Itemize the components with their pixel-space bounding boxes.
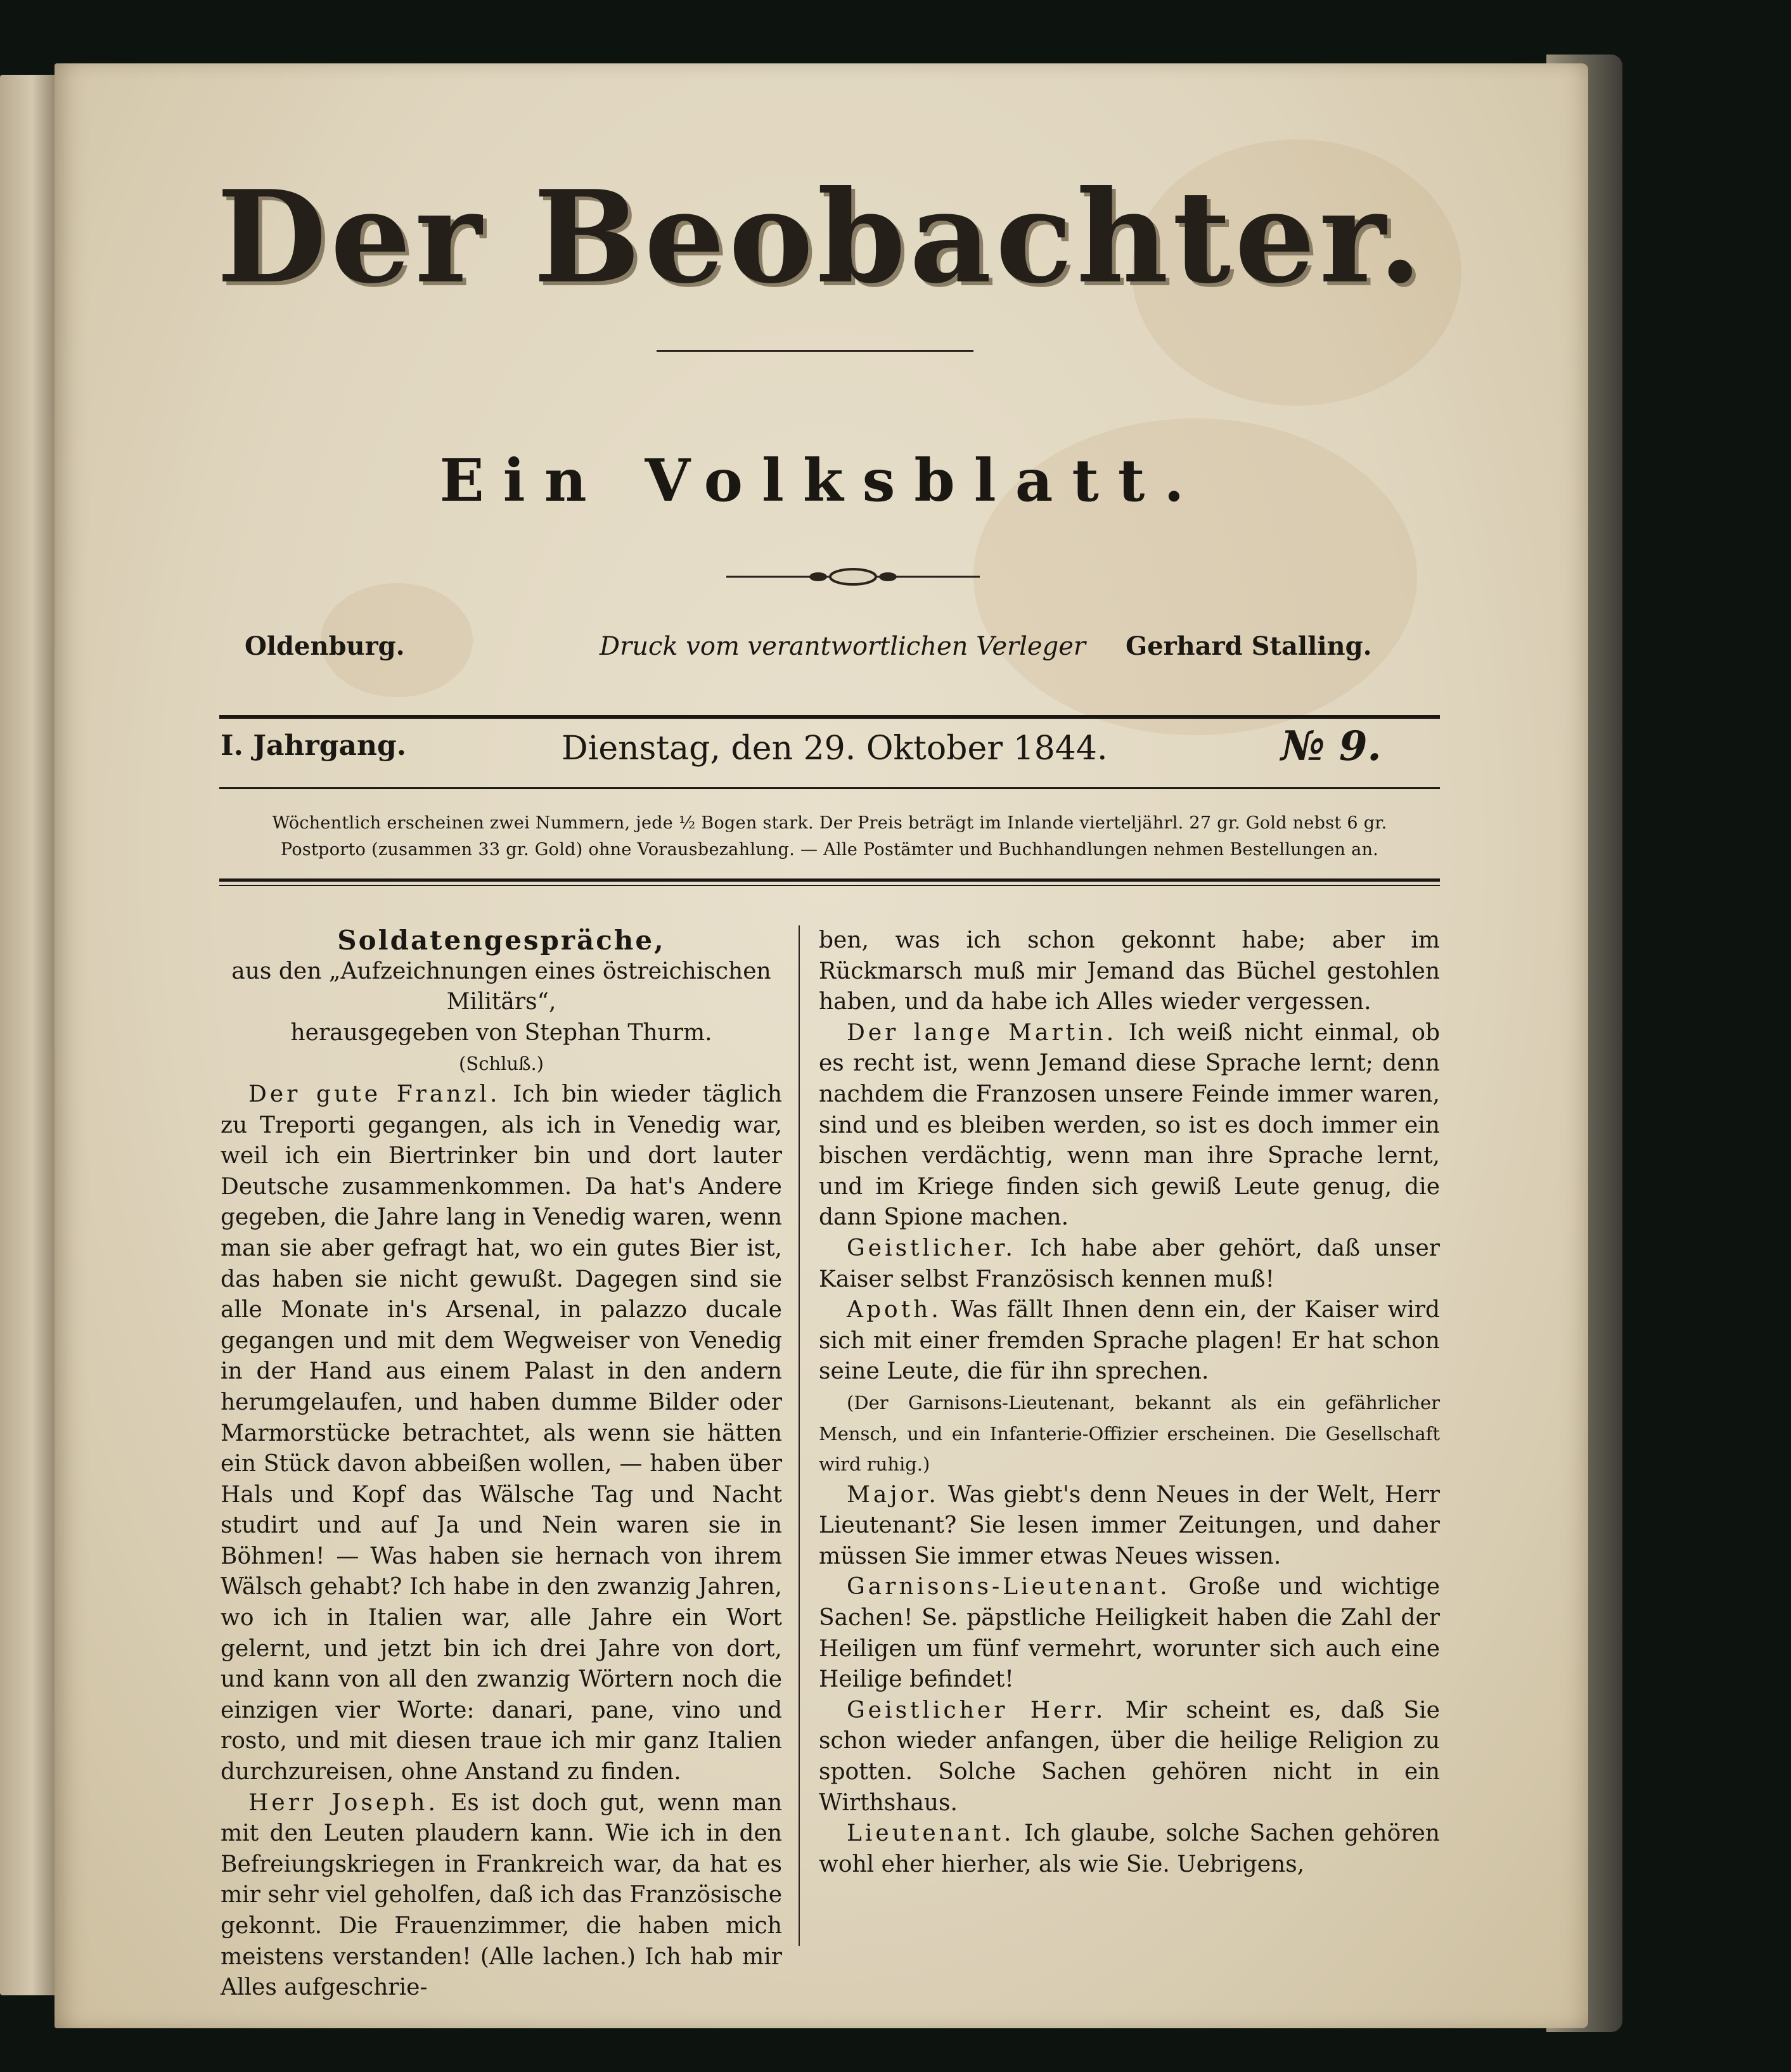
article-paragraph	[819, 1572, 1440, 1695]
column-divider	[799, 925, 800, 1946]
subscription-notice	[219, 810, 1440, 863]
paragraph-text: Mir scheint es, daß Sie schon wieder anfangen, über die heilige Religion zu spotten. Solche Sachen gehören nicht in ein Wirthshaus.	[819, 1697, 1440, 1816]
article-paragraph	[819, 1295, 1440, 1387]
article-paragraph	[819, 1818, 1440, 1880]
article-column-left	[221, 925, 782, 2004]
paragraph-text: Ich weiß nicht einmal, ob es recht ist, wenn Jemand diese Sprache lernt; denn nachdem die Franzosen unsere Feinde immer waren, sind und es bleiben werden, so ist es doch immer ein bischen verdächtig, wenn man ihre Sprache lernt, und im Kriege finden sich gewiß Leute genug, die dann Spione machen.	[819, 1019, 1440, 1231]
notice-rule	[219, 878, 1440, 882]
speaker-name: Der gute Franzl.	[248, 1081, 501, 1107]
imprint-publisher: Gerhard Stalling.	[1126, 631, 1372, 661]
issue-date: Dienstag, den 29. Oktober 1844.	[562, 730, 1108, 768]
article-paragraph	[819, 1018, 1440, 1233]
masthead-title: Der Beobachter.	[216, 163, 1427, 312]
article-editor: herausgegeben von Stephan Thurm.	[290, 1019, 712, 1046]
article-paragraph	[819, 1696, 1440, 1818]
article-paragraph	[819, 925, 1440, 1018]
dateline-bottom-rule	[219, 787, 1440, 789]
ornament-divider	[726, 564, 980, 589]
imprint-printer: Druck vom verantwortlichen Verleger	[600, 632, 1086, 661]
article-paragraph	[819, 1387, 1440, 1480]
article-paragraph	[221, 1079, 782, 1788]
speaker-name: Garnisons-Lieutenant.	[847, 1574, 1171, 1600]
speaker-name: Geistlicher Herr.	[847, 1697, 1107, 1723]
paragraph-text: Große und wichtige Sachen! Se. päpstliche Heiligkeit haben die Zahl der Heiligen um fünf vermehrt, worunter sich auch eine Heilige befindet!	[819, 1574, 1440, 1693]
article-column-right	[819, 925, 1440, 1880]
notice-line: Postporto (zusammen 33 gr. Gold) ohne Vorausbezahlung. — Alle Postämter und Buchhandlungen nehmen Bestellungen an.	[280, 840, 1379, 859]
paragraph-text: Ich habe aber gehört, daß unser Kaiser selbst Französisch kennen muß!	[819, 1235, 1440, 1292]
article-paragraph	[819, 1480, 1440, 1573]
article-paragraph	[819, 1233, 1440, 1295]
speaker-name: Der lange Martin.	[847, 1019, 1117, 1046]
notice-line: Wöchentlich erscheinen zwei Nummern, jede ½ Bogen stark. Der Preis beträgt im Inlande vierteljährl. 27 gr. Gold nebst 6 gr.	[272, 813, 1387, 833]
paragraph-text: (Der Garnisons-Lieutenant, bekannt als ein gefährlicher Mensch, und ein Infanterie-Offizier erscheinen. Die Gesellschaft wird ruhig.)	[819, 1391, 1440, 1476]
paragraph-text: Es ist doch gut, wenn man mit den Leuten plaudern kann. Wie ich in den Befreiungskriegen in Frankreich war, da hat es mir sehr viel geholfen, daß ich das Französische gekonnt. Die Frauenzimmer, die haben mich meistens verstanden! (Alle lachen.) Ich hab mir Alles aufgeschrie-	[221, 1789, 783, 2001]
issue-volume: I. Jahrgang.	[221, 730, 407, 762]
paragraph-text: Was fällt Ihnen denn ein, der Kaiser wird sich mit einer fremden Sprache plagen! Er hat schon seine Leute, die für ihn sprechen.	[819, 1297, 1440, 1385]
adjacent-page-edge	[0, 75, 58, 1995]
article-paragraph	[221, 1788, 782, 2004]
article-source: aus den „Aufzeichnungen eines östreichischen Militärs“,	[231, 958, 771, 1015]
paragraph-text: Ich bin wieder täglich zu Treporti gegangen, als ich in Venedig war, weil ich ein Biertrinker bin und dort lauter Deutsche zusammenkommen. Da hat's Andere gegeben, die Jahre lang in Venedig waren, wenn man sie aber gefragt hat, wo ein gutes Bier ist, das haben sie nicht gewußt. Dagegen sind sie alle Monate in's Arsenal, in palazzo ducale gegangen und mit dem Wegweiser von Venedig in der Hand aus einem Palast in den andern herumgelaufen, und haben dumme Bilder oder Marmorstücke betrachtet, als wenn sie hätten ein Stück davon abbeißen wollen, — haben über Hals und Kopf das Wälsche Tag und Nacht studirt und auf Ja und Nein waren sie in Böhmen! — Was haben sie hernach von ihrem Wälsch gehabt? Ich habe in den zwanzig Jahren, wo ich in Italien war, alle Jahre ein Wort gelernt, und jetzt bin ich drei Jahre von dort, und kann von all den zwanzig Wörtern noch die einzigen vier Worte: danari, pane, vino und rosto, und mit diesen traue ich mir ganz Italien durchzureisen, ohne Anstand zu finden.	[221, 1081, 782, 1786]
speaker-name: Geistlicher.	[847, 1235, 1016, 1261]
notice-rule-thin	[219, 885, 1440, 886]
speaker-name: Herr Joseph.	[248, 1789, 439, 1816]
paragraph-text: ben, was ich schon gekonnt habe; aber im Rückmarsch muß mir Jemand das Büchel gestohlen haben, und da habe ich Alles wieder vergessen.	[819, 927, 1440, 1015]
masthead-rule	[657, 350, 973, 352]
paragraph-text: Ich glaube, solche Sachen gehören wohl eher hierher, als wie Sie. Uebrigens,	[819, 1820, 1440, 1877]
article-conclusion-mark: (Schluß.)	[459, 1053, 544, 1075]
imprint-place: Oldenburg.	[245, 631, 405, 661]
issue-number: № 9.	[1281, 723, 1382, 770]
speaker-name: Apoth.	[847, 1297, 942, 1323]
article-title: Soldatengespräche,	[337, 925, 665, 956]
speaker-name: Lieutenant.	[847, 1820, 1015, 1847]
dateline-top-rule	[219, 715, 1440, 719]
paragraph-text: Was giebt's denn Neues in der Welt, Herr Lieutenant? Sie lesen immer Zeitungen, und daher müssen Sie immer etwas Neues wissen.	[819, 1481, 1440, 1569]
speaker-name: Major.	[847, 1481, 939, 1508]
newspaper-page	[55, 63, 1588, 2028]
masthead-subtitle: Ein Volksblatt.	[439, 446, 1204, 515]
